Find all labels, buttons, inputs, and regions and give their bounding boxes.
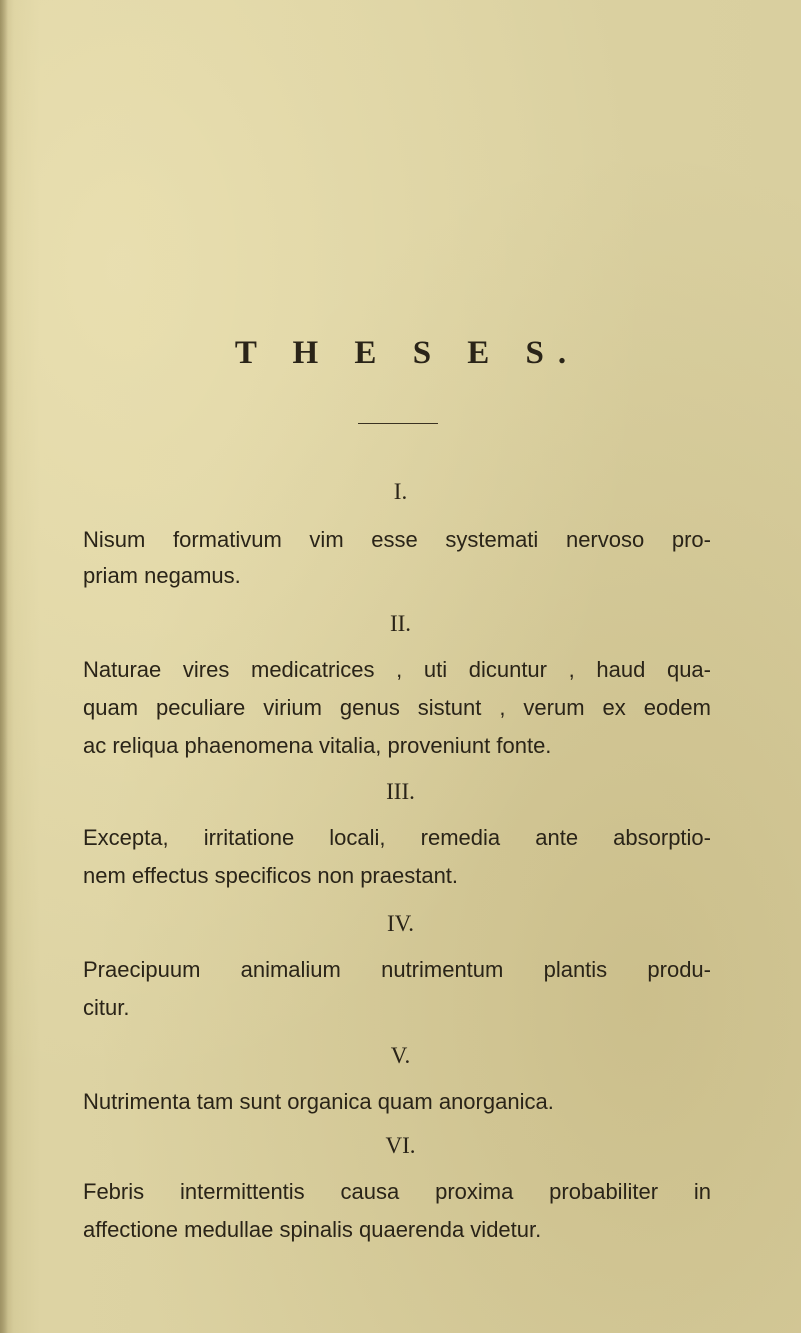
thesis-2-numeral: II. <box>389 611 412 636</box>
thesis-5-numeral: V. <box>390 1043 411 1068</box>
thesis-5-line-1: Nutrimenta tam sunt organica quam anorganica. <box>83 1089 554 1114</box>
thesis-6-line-2: affectione medullae spinalis quaerenda videtur. <box>83 1217 542 1242</box>
thesis-2-line-2: quam peculiare virium genus sistunt , verum ex eodem <box>83 695 711 720</box>
title-divider <box>358 423 438 424</box>
thesis-3-line-2: nem effectus specificos non praestant. <box>83 863 459 888</box>
thesis-2-line-3: ac reliqua phaenomena vitalia, proveniunt fonte. <box>83 733 552 758</box>
thesis-1-line-2: priam negamus. <box>83 563 241 588</box>
thesis-4-numeral: IV. <box>386 911 415 936</box>
thesis-6-numeral: VI. <box>385 1133 416 1158</box>
thesis-4-line-2: citur. <box>83 995 130 1020</box>
thesis-1-line-1: Nisum formativum vim esse systemati nervoso pro- <box>83 527 711 552</box>
thesis-4-line-1: Praecipuum animalium nutrimentum plantis produ- <box>83 957 711 982</box>
thesis-1-numeral: I. <box>393 479 408 504</box>
page-title: T H E S E S. <box>234 335 581 371</box>
thesis-2-line-1: Naturae vires medicatrices , uti dicuntur , haud qua- <box>83 657 711 682</box>
thesis-6-line-1: Febris intermittentis causa proxima probabiliter in <box>83 1179 711 1204</box>
thesis-3-numeral: III. <box>386 779 415 804</box>
thesis-3-line-1: Excepta, irritatione locali, remedia ante absorptio- <box>83 825 711 850</box>
